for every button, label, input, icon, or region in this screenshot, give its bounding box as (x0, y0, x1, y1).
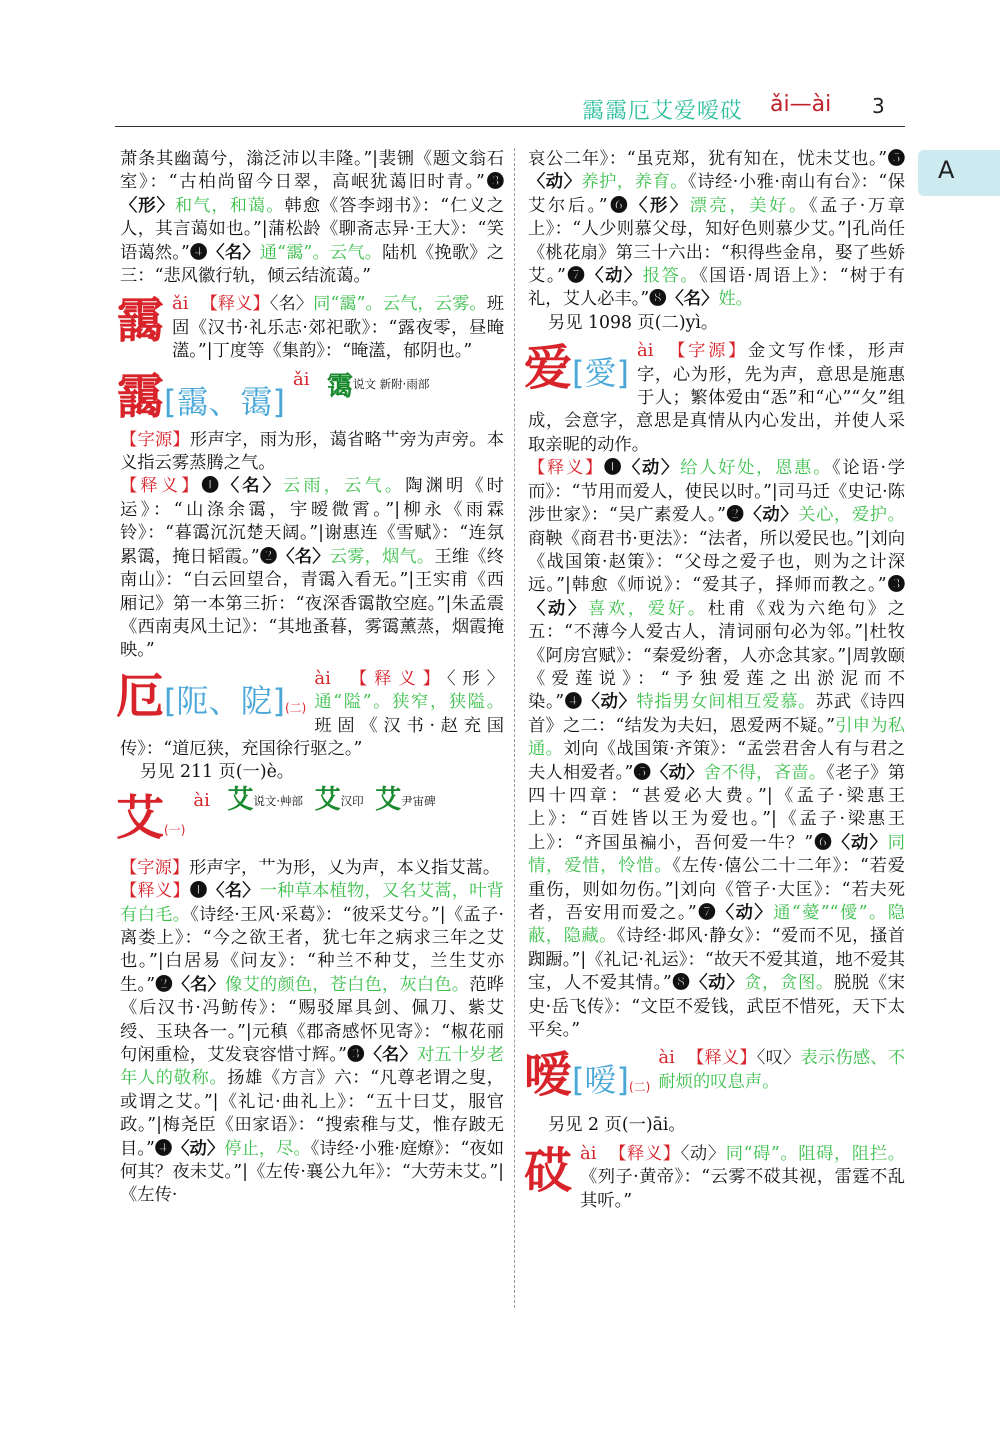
han-seal-icon: 艾 (314, 784, 341, 815)
headword: 爱[愛] (524, 340, 629, 397)
pinyin: ài (314, 667, 331, 689)
traditional-forms: [嗳] (572, 1061, 629, 1100)
traditional-forms: [靄、霭] (164, 382, 285, 421)
right-column (524, 148, 905, 1213)
etymology-tag: 【字源】 (120, 857, 190, 878)
etymology-tag: 【字源】 (120, 429, 190, 450)
definition-tag: 【释义】 (342, 668, 447, 689)
definition-tag: 【释义】 (686, 1048, 757, 1069)
pinyin: ǎi (172, 293, 189, 315)
continued-text: 萧条其幽蔼兮，滃泛沛以丰隆。”|裴铏《题文翁石室》：“古柏尚留今日翠，高岷犹蔼旧时青。”❸〈形〉和气，和蔼。韩愈《答李翊书》：“仁义之人，其言蔼如也。”|蒲松龄《聊斋志异·王大》：“笑语蔼然。”❹〈名〉通“靄”。云气。陆机《挽歌》之三：“悲风徽行轨，倾云结流蔼。” (120, 149, 504, 287)
etymology-tag: 【字源】 (665, 341, 748, 362)
seal-script-icon: 艾 (227, 784, 254, 815)
stele-script-icon: 艾 (375, 784, 402, 815)
continued-text: 哀公二年》：“虽克郑，犹有知在，忧未艾也。”❺〈动〉养护，养育。《诗经·小雅·南山有台》：“保艾尔后。”❻〈形〉漂亮，美好。《孟子·万章上》：“人少则慕父母，知好色则慕少艾。”|孔尚任《桃花扇》第三十六出：“积得些金帛，娶了些娇艾。”❼〈动〉报答。《国语·周语上》：“树于有礼，艾人必丰。”❽〈名〉姓。 (528, 149, 905, 310)
pinyin: ài (658, 1047, 675, 1069)
headword: 靄 (116, 293, 165, 350)
entry-ai-love: 爱[愛] ài 【字源】金文写作𢜸，形声字，心为形，先为声，意思是施惠于人；繁体爱由“㤅”和“心”“夂”组成，会意字，意思是真情从内心发出，并使人采取亲昵的动作。 【释义】❶〈动〉给人好处，恩惠。《论语·学而》：“节用而爱人，使民以时。”|司马迁《史记·陈涉世家》：“吴广素爱人。”❷〈动〉关心，爱护。商鞅《商君书·更法》：“法者，所以爱民也。”|刘向《战国策·赵策》：“父母之爱子也，则为之计深远。”|韩愈《师说》：“爱其子，择师而教之。”❸〈动〉喜欢，爱好。杜甫《戏为六绝句》之五：“不薄今人爱古人，清词丽句必为邻。”|杜牧《阿房宫赋》：“秦爱纷奢，人亦念其家。”|周敦颐《爱莲说》：“予独爱莲之出淤泥而不染。”❹〈动〉特指男女间相互爱慕。苏武《诗四首》之二：“结发为夫妇，恩爱两不疑。”引申为私通。刘向《战国策·齐策》：“孟尝君舍人有与君之夫人相爱者。”❺〈动〉舍不得，吝啬。《老子》第四十四章：“甚爱必大费。”|《孟子·梁惠王上》：“百姓皆以王为爱也。”|《孟子·梁惠王上》：“齐国虽褊小，吾何爱一牛？”❻〈动〉同情，爱惜，怜惜。《左传·僖公二十二年》：“若爱重伤，则如勿伤。”|刘向《管子·大匡》：“若夫死者，吾安用而爱之。”❼〈动〉通“薆”“僾”。隐蔽，隐藏。《诗经·邶风·静女》：“爱而不见，搔首踟蹰。”|《礼记·礼运》：“故天不爱其道，地不爱其宝，人不爱其情。”❽〈动〉贪，贪图。脱脱《宋史·岳飞传》：“文臣不爱钱，武臣不惜死，天下太平矣。” (524, 340, 905, 1041)
cross-reference: 另见 1098 页(二)yì。 (548, 312, 719, 333)
headword: 厄[阨、阸](二) (116, 667, 307, 724)
definition-tag: 【释义】 (608, 1143, 681, 1164)
entry-e-ai: 厄[阨、阸](二) ài 【释义】〈形〉通“隘”。狭窄，狭隘。班固《汉书·赵充国传》：“道厄狭，充国徐行驱之。” 另见 211 页(一)è。 (120, 667, 504, 785)
cross-reference: 另见 2 页(一)āi。 (548, 1115, 686, 1136)
headword: 砹 (524, 1142, 573, 1199)
letter-tab[interactable] (918, 150, 1000, 196)
letter-tab-label: A (938, 156, 955, 184)
entry-ai-mugwort: 艾(一) ài 艾说文·艸部 艾汉印 艾尹宙碑 【字源】形声字，艹为形，乂为声，本义指艾蒿。 【释义】❶〈名〉一种草本植物，又名艾蒿，叶背有白毛。《诗经·王风·采葛》：“彼采艾兮。”|《孟子·离娄上》：“今之欲王者，犹七年之病求三年之艾也。”|白居易《问友》：“种兰不种艾，兰生艾亦生。”❷〈名〉像艾的颜色，苍白色，灰白色。范晔《后汉书·冯鲂传》：“赐驳犀具剑、佩刀、紫艾绶、玉玦各一。”|元稹《郡斋感怀见寄》：“椒花丽句闲重检，艾发衰容惜寸辉。”❸〈名〉对五十岁老年人的敬称。扬雄《方言》六：“凡尊老谓之叟，或谓之艾。”|《礼记·曲礼上》：“五十曰艾，服官政。”|梅尧臣《田家语》：“搜索稚与艾，惟存跛无目。”❹〈动〉停止，尽。《诗经·小雅·庭燎》：“夜如何其？夜未艾。”|《左传·襄公九年》：“大劳未艾。”|《左传· (116, 784, 504, 1206)
headword: 艾(一) (116, 789, 186, 846)
definition-tag: 【释义】 (200, 294, 270, 315)
header-rule (115, 126, 905, 127)
header-pinyin-range: ǎi—ài (770, 92, 832, 117)
definition-tag: 【释义】 (120, 881, 190, 902)
headword: 靄[靄、霭] (116, 368, 285, 425)
seal-script-icon: 霭 (327, 371, 354, 402)
pinyin: ài (193, 789, 210, 811)
headword: 嗳[嗳](二) (524, 1047, 651, 1104)
entry-ai-sigh: 嗳[嗳](二) ài 【释义】〈叹〉表示伤感、不耐烦的叹息声。 另见 2 页(一)āi。 (528, 1046, 905, 1137)
pinyin: ài (637, 340, 654, 362)
entry-ai-astatine: 砹 ài 【释义】〈动〉同“碍”。阻碍，阻拦。《列子·黄帝》：“云雾不砹其视，雷霆不乱其听。” (524, 1142, 905, 1211)
pinyin: ǎi (293, 368, 310, 390)
cross-reference: 另见 211 页(一)è。 (140, 762, 295, 783)
traditional-forms: [愛] (572, 354, 629, 393)
page-number: 3 (872, 94, 885, 118)
seal-caption: 说文 新附·雨部 (353, 376, 430, 391)
definition-tag: 【释义】 (528, 458, 605, 479)
definition-tag: 【释义】 (120, 476, 202, 497)
left-column (116, 148, 504, 1208)
entry-ai-2: 靄[靄、霭] ǎi 霭说文 新附·雨部 【字源】形声字，雨为形，蔼省略艹旁为声旁。本义指云雾蒸腾之气。 【释义】❶〈名〉云雨，云气。陶渊明《时运》：“山涤余霭，宇暧微霄。”|柳永《雨霖铃》：“暮霭沉沉楚天阔。”|谢惠连《雪赋》：“连氛累霭，掩日韬霞。”❷〈名〉云雾，烟气。王维《终南山》：“白云回望合，青霭入看无。”|王实甫《西厢记》第一本第三折：“夜深香霭散空庭。”|朱孟震《西南夷风土记》：“其地蚤暮，雾霭薰蒸，烟霞掩映。” (116, 368, 504, 661)
traditional-forms: [阨、阸] (164, 681, 285, 720)
pinyin: ài (580, 1142, 597, 1164)
header-chars: 靄靄厄艾爱嗳砹 (582, 99, 744, 124)
entry-ai-1: 靄 ǎi 【释义】〈名〉同“靄”。云气，云雾。班固《汉书·礼乐志·郊祀歌》：“露夜零，昼晻濭。”|丁度等《集韵》：“晻濭，郁阴也。” (116, 293, 504, 362)
column-divider (514, 148, 515, 1308)
